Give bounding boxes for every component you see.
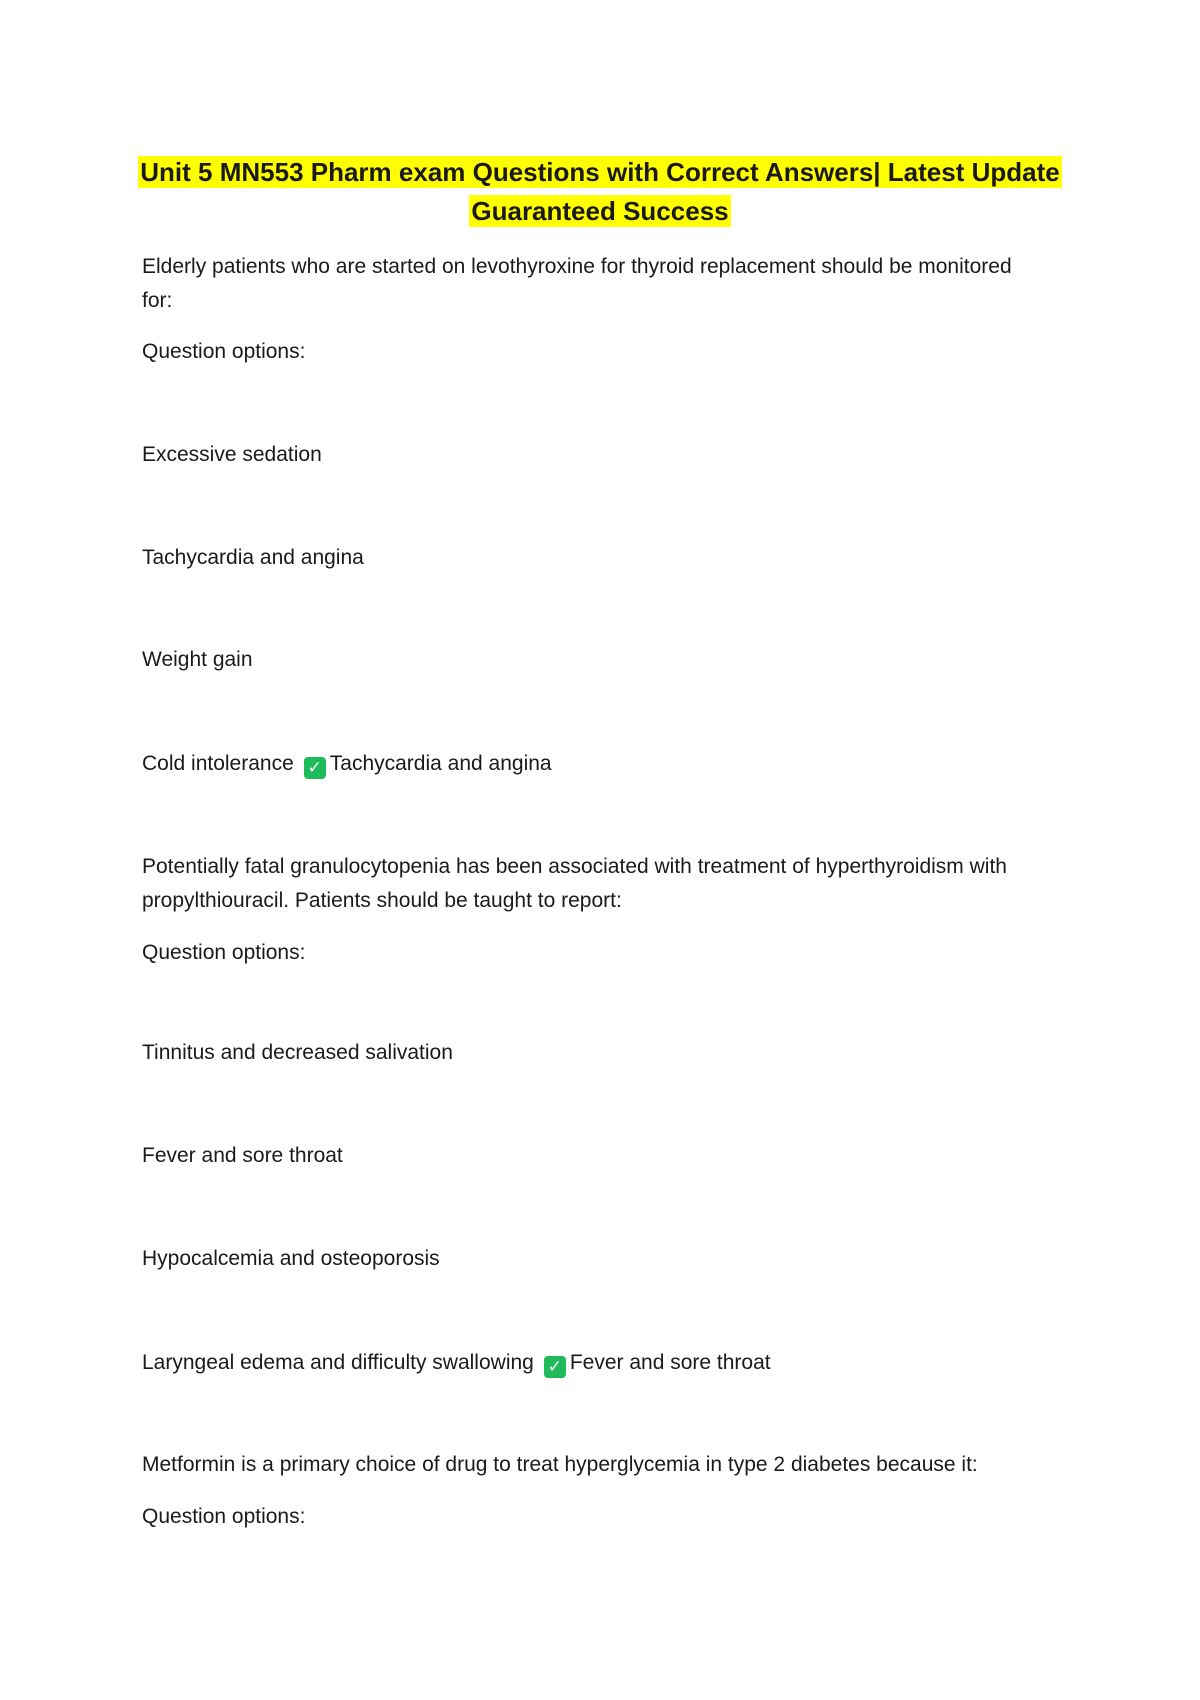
question-1-option-4-row — [142, 747, 552, 781]
question-2-option-2: Fever and sore throat — [142, 1144, 343, 1167]
check-mark-icon: ✓ — [304, 757, 326, 779]
question-1-options-label: Question options: — [142, 340, 306, 363]
question-3-text-line-1: Metformin is a primary choice of drug to treat hyperglycemia in type 2 diabetes because it: — [142, 1453, 978, 1476]
question-1-option-4: Cold intolerance — [142, 752, 294, 775]
question-2-option-1: Tinnitus and decreased salivation — [142, 1041, 453, 1064]
question-1-text-line-1: Elderly patients who are started on levothyroxine for thyroid replacement should be monitored — [142, 255, 1012, 278]
question-1-option-3: Weight gain — [142, 648, 253, 671]
question-2-answer: Fever and sore throat — [569, 1351, 771, 1374]
question-1-option-1: Excessive sedation — [142, 443, 322, 466]
question-2-option-3: Hypocalcemia and osteoporosis — [142, 1247, 440, 1270]
question-2-option-4-row — [142, 1346, 771, 1380]
question-2-text-line-2: propylthiouracil. Patients should be taught to report: — [142, 889, 622, 912]
question-1-option-2: Tachycardia and angina — [142, 546, 364, 569]
question-2-option-4: Laryngeal edema and difficulty swallowing — [142, 1351, 534, 1374]
title-line-2: Guaranteed Success — [471, 196, 729, 226]
question-2-text-line-1: Potentially fatal granulocytopenia has been associated with treatment of hyperthyroidism with — [142, 855, 1007, 878]
question-2-options-label: Question options: — [142, 941, 306, 964]
title-line-1: Unit 5 MN553 Pharm exam Questions with Correct Answers| Latest Update — [140, 157, 1060, 187]
document-title — [0, 153, 1200, 231]
check-mark-icon: ✓ — [544, 1356, 566, 1378]
question-1-answer: Tachycardia and angina — [329, 752, 552, 775]
question-1-text-line-2: for: — [142, 289, 173, 312]
question-3-options-label: Question options: — [142, 1505, 306, 1528]
